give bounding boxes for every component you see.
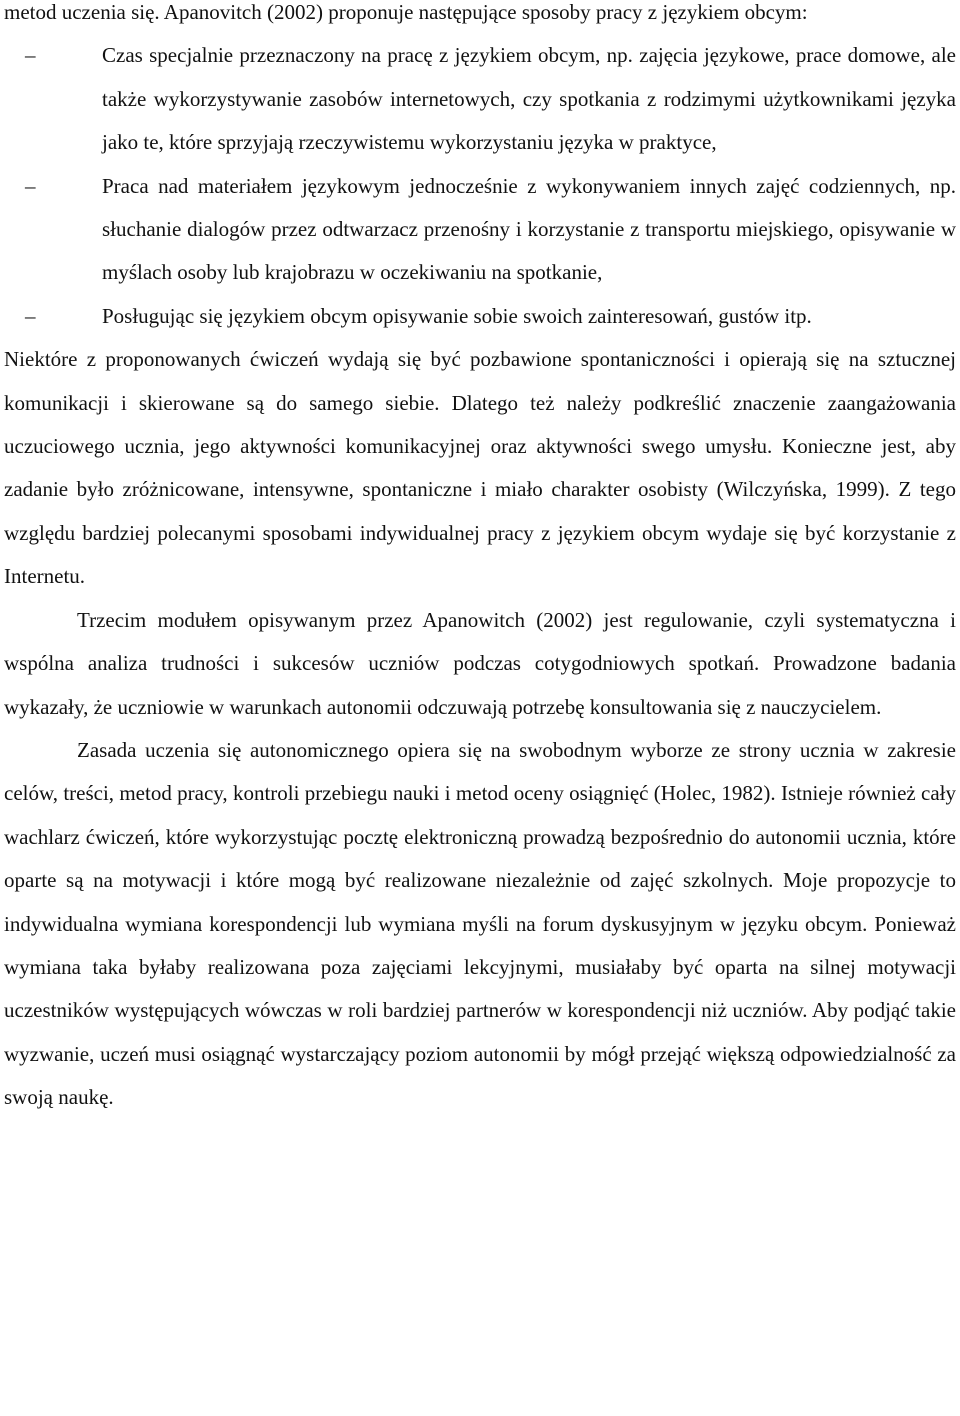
body-paragraph: Zasada uczenia się autonomicznego opiera się na swobodnym wyborze ze strony ucznia w zakresie celów, treści, metod pracy, kontroli przebiegu nauki i metod oceny osiągnięć (Holec, 1982). Istnieje również cały wachlarz ćwiczeń, które wykorzystując pocztę elektroniczną prowadzą bezpośrednio do autonomii ucznia, które oparte są na motywacji i które mogą być realizowane niezależnie od zajęć szkolnych. Moje propozycje to indywidualna wymiana korespondencji lub wymiana myśli na forum dyskusyjnym w języku obcym. Ponieważ wymiana taka byłaby realizowana poza zajęciami lekcyjnymi, musiałaby być oparta na silnej motywacji uczestników występujących wówczas w roli bardziej partnerów w korespondencji niż uczniów. Aby podjąć takie wyzwanie, uczeń musi osiągnąć wystarczający poziom autonomii by mógł przejąć większą odpowiedzialność za swoją naukę. bbox=[4, 737, 956, 1110]
list-bullet: – bbox=[25, 43, 36, 68]
list-item bbox=[25, 295, 956, 338]
intro-paragraph: metod uczenia się. Apanovitch (2002) proponuje następujące sposoby pracy z językiem obcym: bbox=[4, 0, 808, 24]
list-bullet: – bbox=[25, 303, 36, 328]
body-paragraph: Niektóre z proponowanych ćwiczeń wydają się być pozbawione spontaniczności i opierają się na sztucznej komunikacji i skierowane są do samego siebie. Dlatego też należy podkreślić znaczenie zaangażowania uczuciowego ucznia, jego aktywności komunikacyjnej oraz aktywności swego umysłu. Konieczne jest, aby zadanie było zróżnicowane, intensywne, spontaniczne i miało charakter osobisty (Wilczyńska, 1999). Z tego względu bardziej polecanymi sposobami indywidualnej pracy z językiem obcym wydaje się być korzystanie z Internetu. bbox=[4, 347, 956, 589]
list-item bbox=[25, 34, 956, 164]
list-bullet: – bbox=[25, 173, 36, 198]
list-item-text: Posługując się językiem obcym opisywanie sobie swoich zainteresowań, gustów itp. bbox=[102, 303, 812, 328]
list-item bbox=[25, 165, 956, 295]
methods-list bbox=[4, 34, 956, 338]
list-item-text: Czas specjalnie przeznaczony na pracę z językiem obcym, np. zajęcia językowe, prace domowe, ale także wykorzystywanie zasobów internetowych, czy spotkania z rodzimymi użytkownikami języka jako te, które sprzyjają rzeczywistemu wykorzystaniu języka w praktyce, bbox=[102, 43, 956, 155]
body-paragraph: Trzecim modułem opisywanym przez Apanowitch (2002) jest regulowanie, czyli systematyczna i wspólna analiza trudności i sukcesów uczniów podczas cotygodniowych spotkań. Prowadzone badania wykazały, że uczniowie w warunkach autonomii odczuwają potrzebę konsultowania się z nauczycielem. bbox=[4, 607, 956, 719]
list-item-text: Praca nad materiałem językowym jednocześnie z wykonywaniem innych zajęć codziennych, np. słuchanie dialogów przez odtwarzacz przenośny i korzystanie z transportu miejskiego, opisywanie w myślach osoby lub krajobrazu w oczekiwaniu na spotkanie, bbox=[102, 173, 956, 285]
